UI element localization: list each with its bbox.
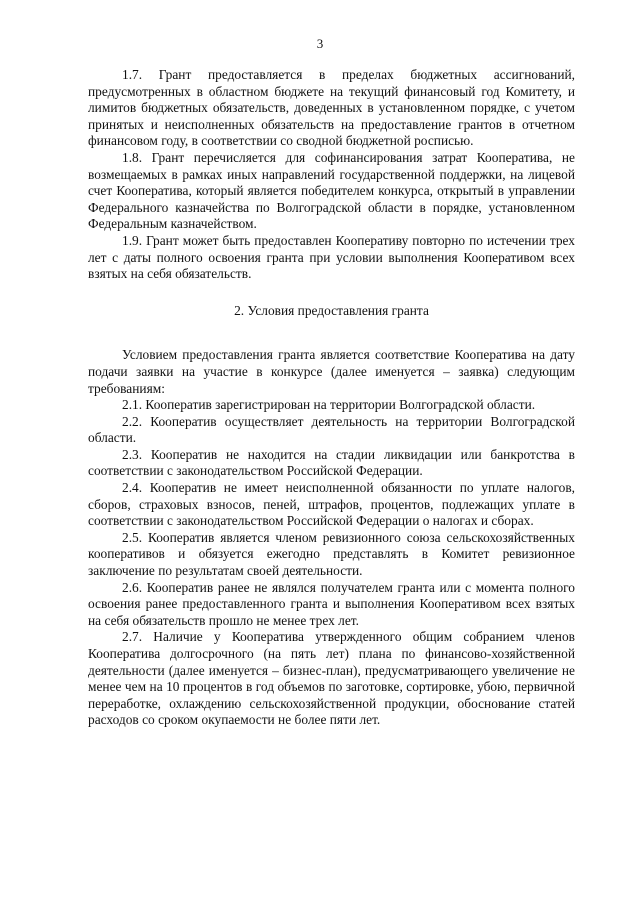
page-number: 3: [316, 36, 324, 51]
paragraph-1-9: 1.9. Грант может быть предоставлен Кооперативу повторно по истечении трех лет с даты полного освоения гранта при условии выполнения Кооперативом всех взятых на себя обязательств.: [88, 232, 575, 282]
section-heading: 2. Условия предоставления гранта: [234, 302, 429, 318]
paragraph-2-5: 2.5. Кооператив является членом ревизионного союза сельскохозяйственных кооперативов и обязуется ежегодно представлять в Комитет ревизионное заключение по результатам своей деятельности.: [88, 529, 575, 579]
paragraph-2-7: 2.7. Наличие у Кооператива утвержденного общим собранием членов Кооператива долгосрочного (на пять лет) плана по финансово-хозяйственной деятельности (далее именуется – бизнес-план), предусматривающего увеличение не менее чем на 10 процентов в год объемов по заготовке, сортировке, убою, первичной переработке, охлаждению сельскохозяйственной продукции, обоснование статей расходов со сроком окупаемости не более пяти лет.: [88, 629, 575, 728]
paragraph-2-2: 2.2. Кооператив осуществляет деятельность на территории Волгоградской области.: [88, 413, 575, 446]
document-body: [88, 67, 575, 729]
paragraph-2-1: 2.1. Кооператив зарегистрирован на территории Волгоградской области.: [122, 397, 536, 413]
paragraph-1-7: 1.7. Грант предоставляется в пределах бюджетных ассигнований, предусмотренных в областном бюджете на текущий финансовый год Комитету, и лимитов бюджетных обязательств, доведенных в установленном порядке, с учетом принятых и неисполненных обязательств на предоставление грантов в отчетном финансовом году, в соответствии со сводной бюджетной росписью.: [88, 67, 575, 149]
paragraph-2-6: 2.6. Кооператив ранее не являлся получателем гранта или с момента полного освоения ранее предоставленного гранта и выполнения Кооперативом всех взятых на себя обязательств прошло не менее трех лет.: [88, 579, 575, 628]
paragraph-2-4: 2.4. Кооператив не имеет неисполненной обязанности по уплате налогов, сборов, страховых взносов, пеней, штрафов, процентов, подлежащих уплате в соответствии с законодательством Российской Федерации о налогах и сборах.: [88, 480, 575, 529]
paragraph-intro: Условием предоставления гранта является соответствие Кооператива на дату подачи заявки на участие в конкурсе (далее именуется – заявка) следующим требованиям:: [88, 347, 575, 396]
paragraph-1-8: 1.8. Грант перечисляется для софинансирования затрат Кооператива, не возмещаемых в рамках иных направлений государственной поддержки, на лицевой счет Кооператива, который является победителем конкурса, открытый в управлении Федерального казначейства по Волгоградской области в порядке, установленном Федеральным казначейством.: [88, 149, 575, 232]
paragraph-2-3: 2.3. Кооператив не находится на стадии ликвидации или банкротства в соответствии с законодательством Российской Федерации.: [88, 446, 575, 479]
